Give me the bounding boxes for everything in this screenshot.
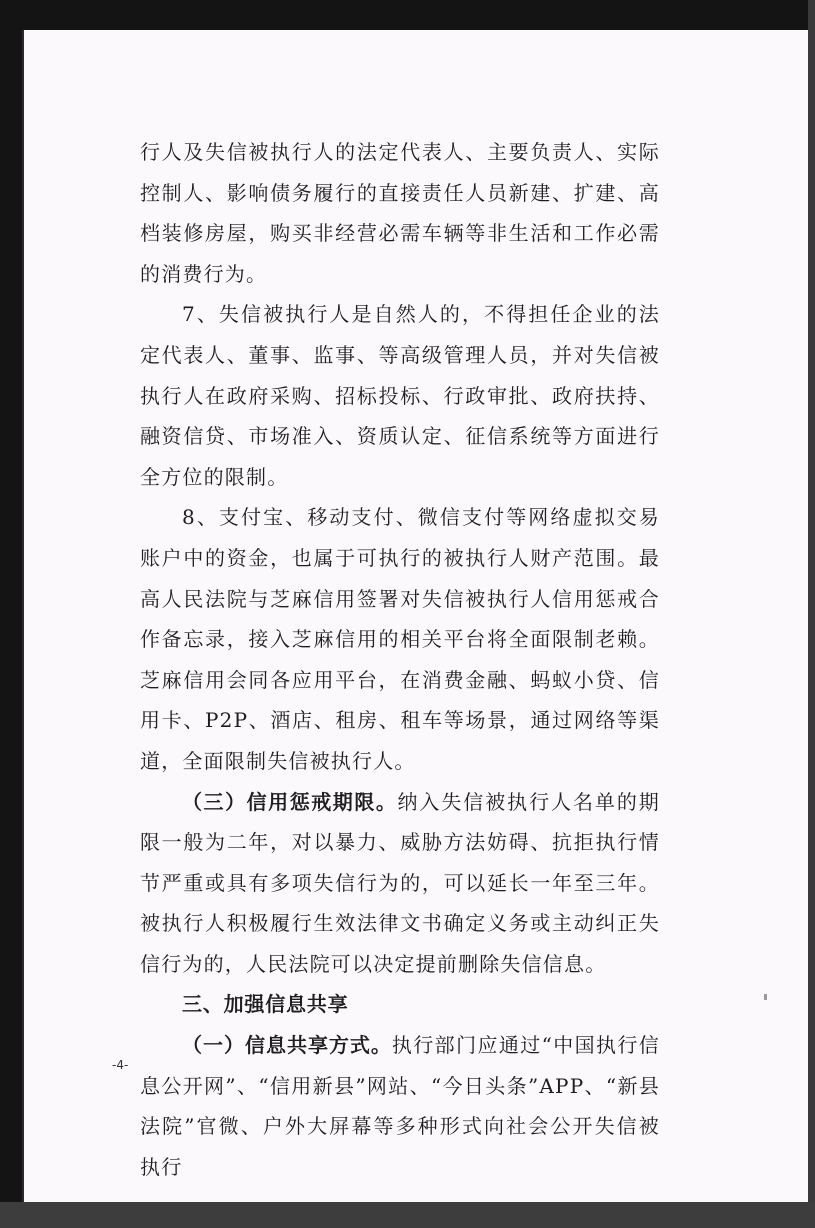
scan-edge-right xyxy=(808,0,815,1228)
paragraph-sharing-method xyxy=(140,1025,660,1187)
heading-strengthen-info-sharing: 三、加强信息共享 xyxy=(182,992,349,1017)
paragraph-item-7: 7、失信被执行人是自然人的，不得担任企业的法定代表人、董事、监事、等高级管理人员，并对失信被执行人在政府采购、招标投标、行政审批、政府扶持、融资信贷、市场准入、资质认定、征信系统等方面进行全方位的限制。 xyxy=(140,302,660,489)
section-3-title: （三）信用惩戒期限。 xyxy=(182,789,398,814)
paragraph-section-3 xyxy=(140,782,660,985)
sharing-method-text: 执行部门应通过“中国执行信息公开网”、“信用新县”网站、“今日头条”APP、“新县法院”官微、户外大屏幕等多种形式向社会公开失信被执行 xyxy=(140,1033,661,1179)
scan-speck xyxy=(764,994,767,1000)
paragraph-continuation: 行人及失信被执行人的法定代表人、主要负责人、实际控制人、影响债务履行的直接责任人员新建、扩建、高档装修房屋，购买非经营必需车辆等非生活和工作必需的消费行为。 xyxy=(140,140,660,286)
sharing-method-title: （一）信息共享方式。 xyxy=(182,1033,392,1058)
document-body xyxy=(140,132,660,1187)
page-number: -4- xyxy=(112,1058,129,1072)
section-3-text: 纳入失信被执行人名单的期限一般为二年，对以暴力、威胁方法妨碍、抗拒执行情节严重或具有多项失信行为的，可以延长一年至三年。被执行人积极履行生效法律文书确定义务或主动纠正失信行为的，人民法院可以决定提前删除失信信息。 xyxy=(140,789,661,976)
paragraph-item-8: 8、支付宝、移动支付、微信支付等网络虚拟交易账户中的资金，也属于可执行的被执行人财产范围。最高人民法院与芝麻信用签署对失信被执行人信用惩戒合作备忘录，接入芝麻信用的相关平台将全面限制老赖。芝麻信用会同各应用平台，在消费金融、蚂蚁小贷、信用卡、P2P、酒店、租房、租车等场景，通过网络等渠道，全面限制失信被执行人。 xyxy=(140,505,660,773)
scan-edge-bottom xyxy=(0,1202,815,1228)
